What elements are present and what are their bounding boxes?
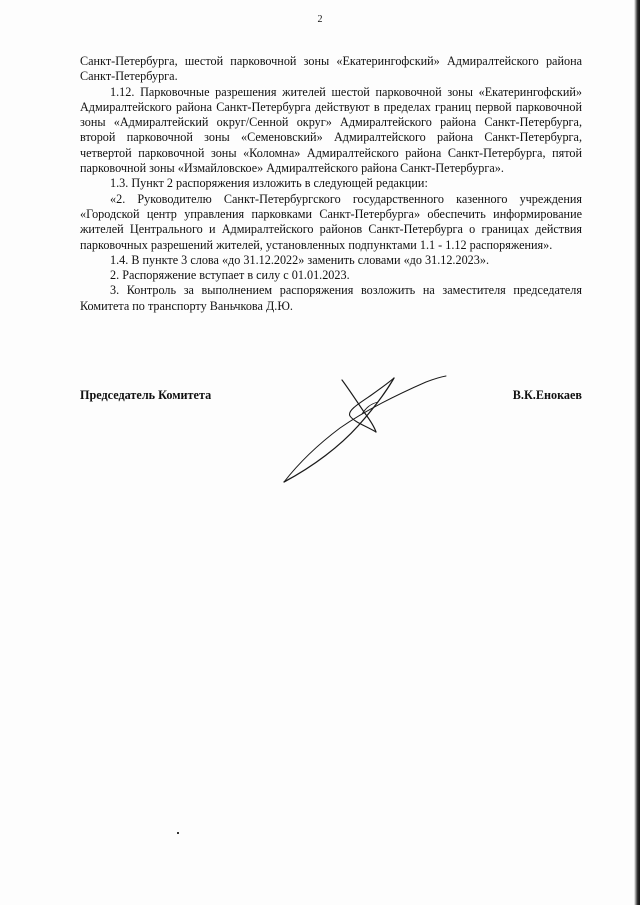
signer-position: Председатель Комитета [80, 388, 212, 402]
paragraph-zone-six-continuation: Санкт-Петербурга, шестой парковочной зоны «Екатерингофский» Адмиралтейского района Санкт-Петербурга. [80, 54, 582, 84]
paragraph-1-3: 1.3. Пункт 2 распоряжения изложить в следующей редакции: [110, 176, 428, 191]
handwritten-signature [270, 368, 460, 493]
scan-speck [177, 832, 179, 834]
page-number: 2 [317, 14, 323, 25]
scan-edge-shadow [634, 0, 640, 905]
document-body [80, 54, 582, 314]
signer-name: В.К.Енокаев [512, 388, 582, 402]
paragraph-1-12: 1.12. Парковочные разрешения жителей шестой парковочной зоны «Екатерингофский» Адмиралтейского района Санкт-Петербурга действуют в пределах границ первой парковочной зоны «Адмиралтейский округ/Сенной округ» Адмиралтейского района Санкт-Петербурга, второй парковочной зоны «Семеновский» Адмиралтейского района Санкт-Петербурга, четвертой парковочной зоны «Коломна» Адмиралтейского района Санкт-Петербурга, пятой парковочной зоны «Измайловское» Адмиралтейского района Санкт-Петербурга». [80, 84, 582, 176]
paragraph-2: 2. Распоряжение вступает в силу с 01.01.2023. [110, 268, 350, 283]
paragraph-3: 3. Контроль за выполнением распоряжения возложить на заместителя председателя Комитета по транспорту Ваньчкова Д.Ю. [80, 283, 582, 313]
paragraph-point-2-text: «2. Руководителю Санкт-Петербургского государственного казенного учреждения «Городской центр управления парковками Санкт-Петербурга» обеспечить информирование жителей Центрального и Адмиралтейского районов Санкт-Петербурга о границах действия парковочных разрешений жителей, установленных подпунктами 1.1 - 1.12 распоряжения». [80, 191, 582, 252]
paragraph-1-4: 1.4. В пункте 3 слова «до 31.12.2022» заменить словами «до 31.12.2023». [110, 252, 489, 267]
